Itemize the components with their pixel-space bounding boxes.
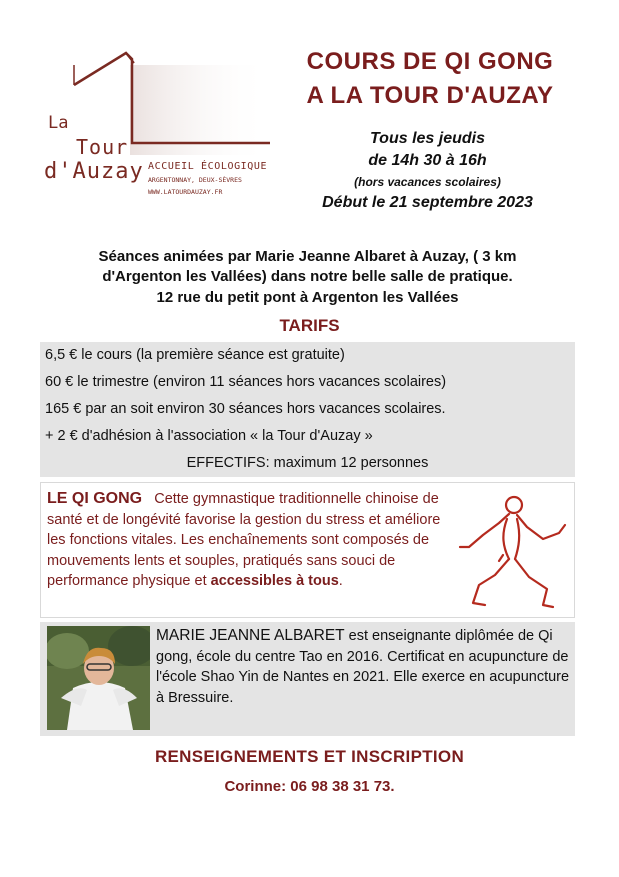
tarif-line: + 2 € d'adhésion à l'association « la Tour d'Auzay » (45, 428, 373, 444)
teacher-box (40, 622, 575, 736)
title-line1: COURS DE QI GONG (306, 48, 554, 75)
logo-website: WWW.LATOURDAUZAY.FR (148, 188, 223, 196)
schedule-day: Tous les jeudis (370, 130, 485, 147)
teacher-name: MARIE JEANNE ALBARET (156, 627, 345, 644)
contact-phone[interactable]: Corinne: 06 98 38 31 73. (224, 778, 395, 795)
qigong-end: . (338, 573, 343, 589)
logo-line1: La (48, 113, 69, 133)
teacher-text (156, 626, 572, 708)
contact-heading: RENSEIGNEMENTS ET INSCRIPTION (154, 747, 465, 766)
qigong-description: Cette gymnastique traditionnelle chinoise de santé et de longévité favorise la gestion du stress et améliore les fonctions vitales. Les enchaînements sont composés de mouvements lents et souples, pratiqués sans souci de performance physique et (47, 491, 441, 589)
teacher-photo (47, 626, 150, 730)
schedule-note: (hors vacances scolaires) (354, 175, 501, 189)
tarifs-heading: TARIFS (279, 316, 340, 335)
logo (30, 35, 275, 215)
tarif-line: 6,5 € le cours (la première séance est gratuite) (45, 347, 345, 363)
logo-location: ARGENTONNAY, DEUX-SÈVRES (148, 176, 242, 184)
tarif-line: 60 € le trimestre (environ 11 séances hors vacances scolaires) (45, 374, 447, 390)
tarifs-box (40, 342, 575, 477)
qigong-figure-icon (451, 489, 569, 611)
qigong-emphasis: accessibles à tous (210, 573, 339, 589)
tarif-line: 165 € par an soit environ 30 séances hors vacances scolaires. (45, 401, 446, 417)
logo-line2: Tour (76, 135, 129, 159)
teacher-description: est enseignante diplômée de Qi gong, école du centre Tao en 2016. Certificat en acupuncture de l'école Shao Yin de Nantes en 2021. Elle exerce en acupuncture à Bressuire. (156, 628, 570, 706)
qigong-text (47, 489, 442, 592)
schedule-hours: de 14h 30 à 16h (368, 152, 487, 169)
logo-line3: d'Auzay (44, 159, 144, 184)
intro-line3: 12 rue du petit pont à Argenton les Vallées (156, 289, 459, 306)
qigong-heading: LE QI GONG (47, 490, 143, 507)
intro-line1: Séances animées par Marie Jeanne Albaret à Auzay, ( 3 km (98, 248, 517, 265)
schedule-start: Début le 21 septembre 2023 (322, 194, 533, 211)
tarif-effectifs: EFFECTIFS: maximum 12 personnes (186, 455, 429, 471)
logo-tagline: ACCUEIL ÉCOLOGIQUE (148, 161, 268, 172)
title-line2: A LA TOUR D'AUZAY (306, 82, 554, 109)
qigong-box (40, 482, 575, 618)
intro-line2: d'Argenton les Vallées) dans notre belle salle de pratique. (102, 268, 513, 285)
